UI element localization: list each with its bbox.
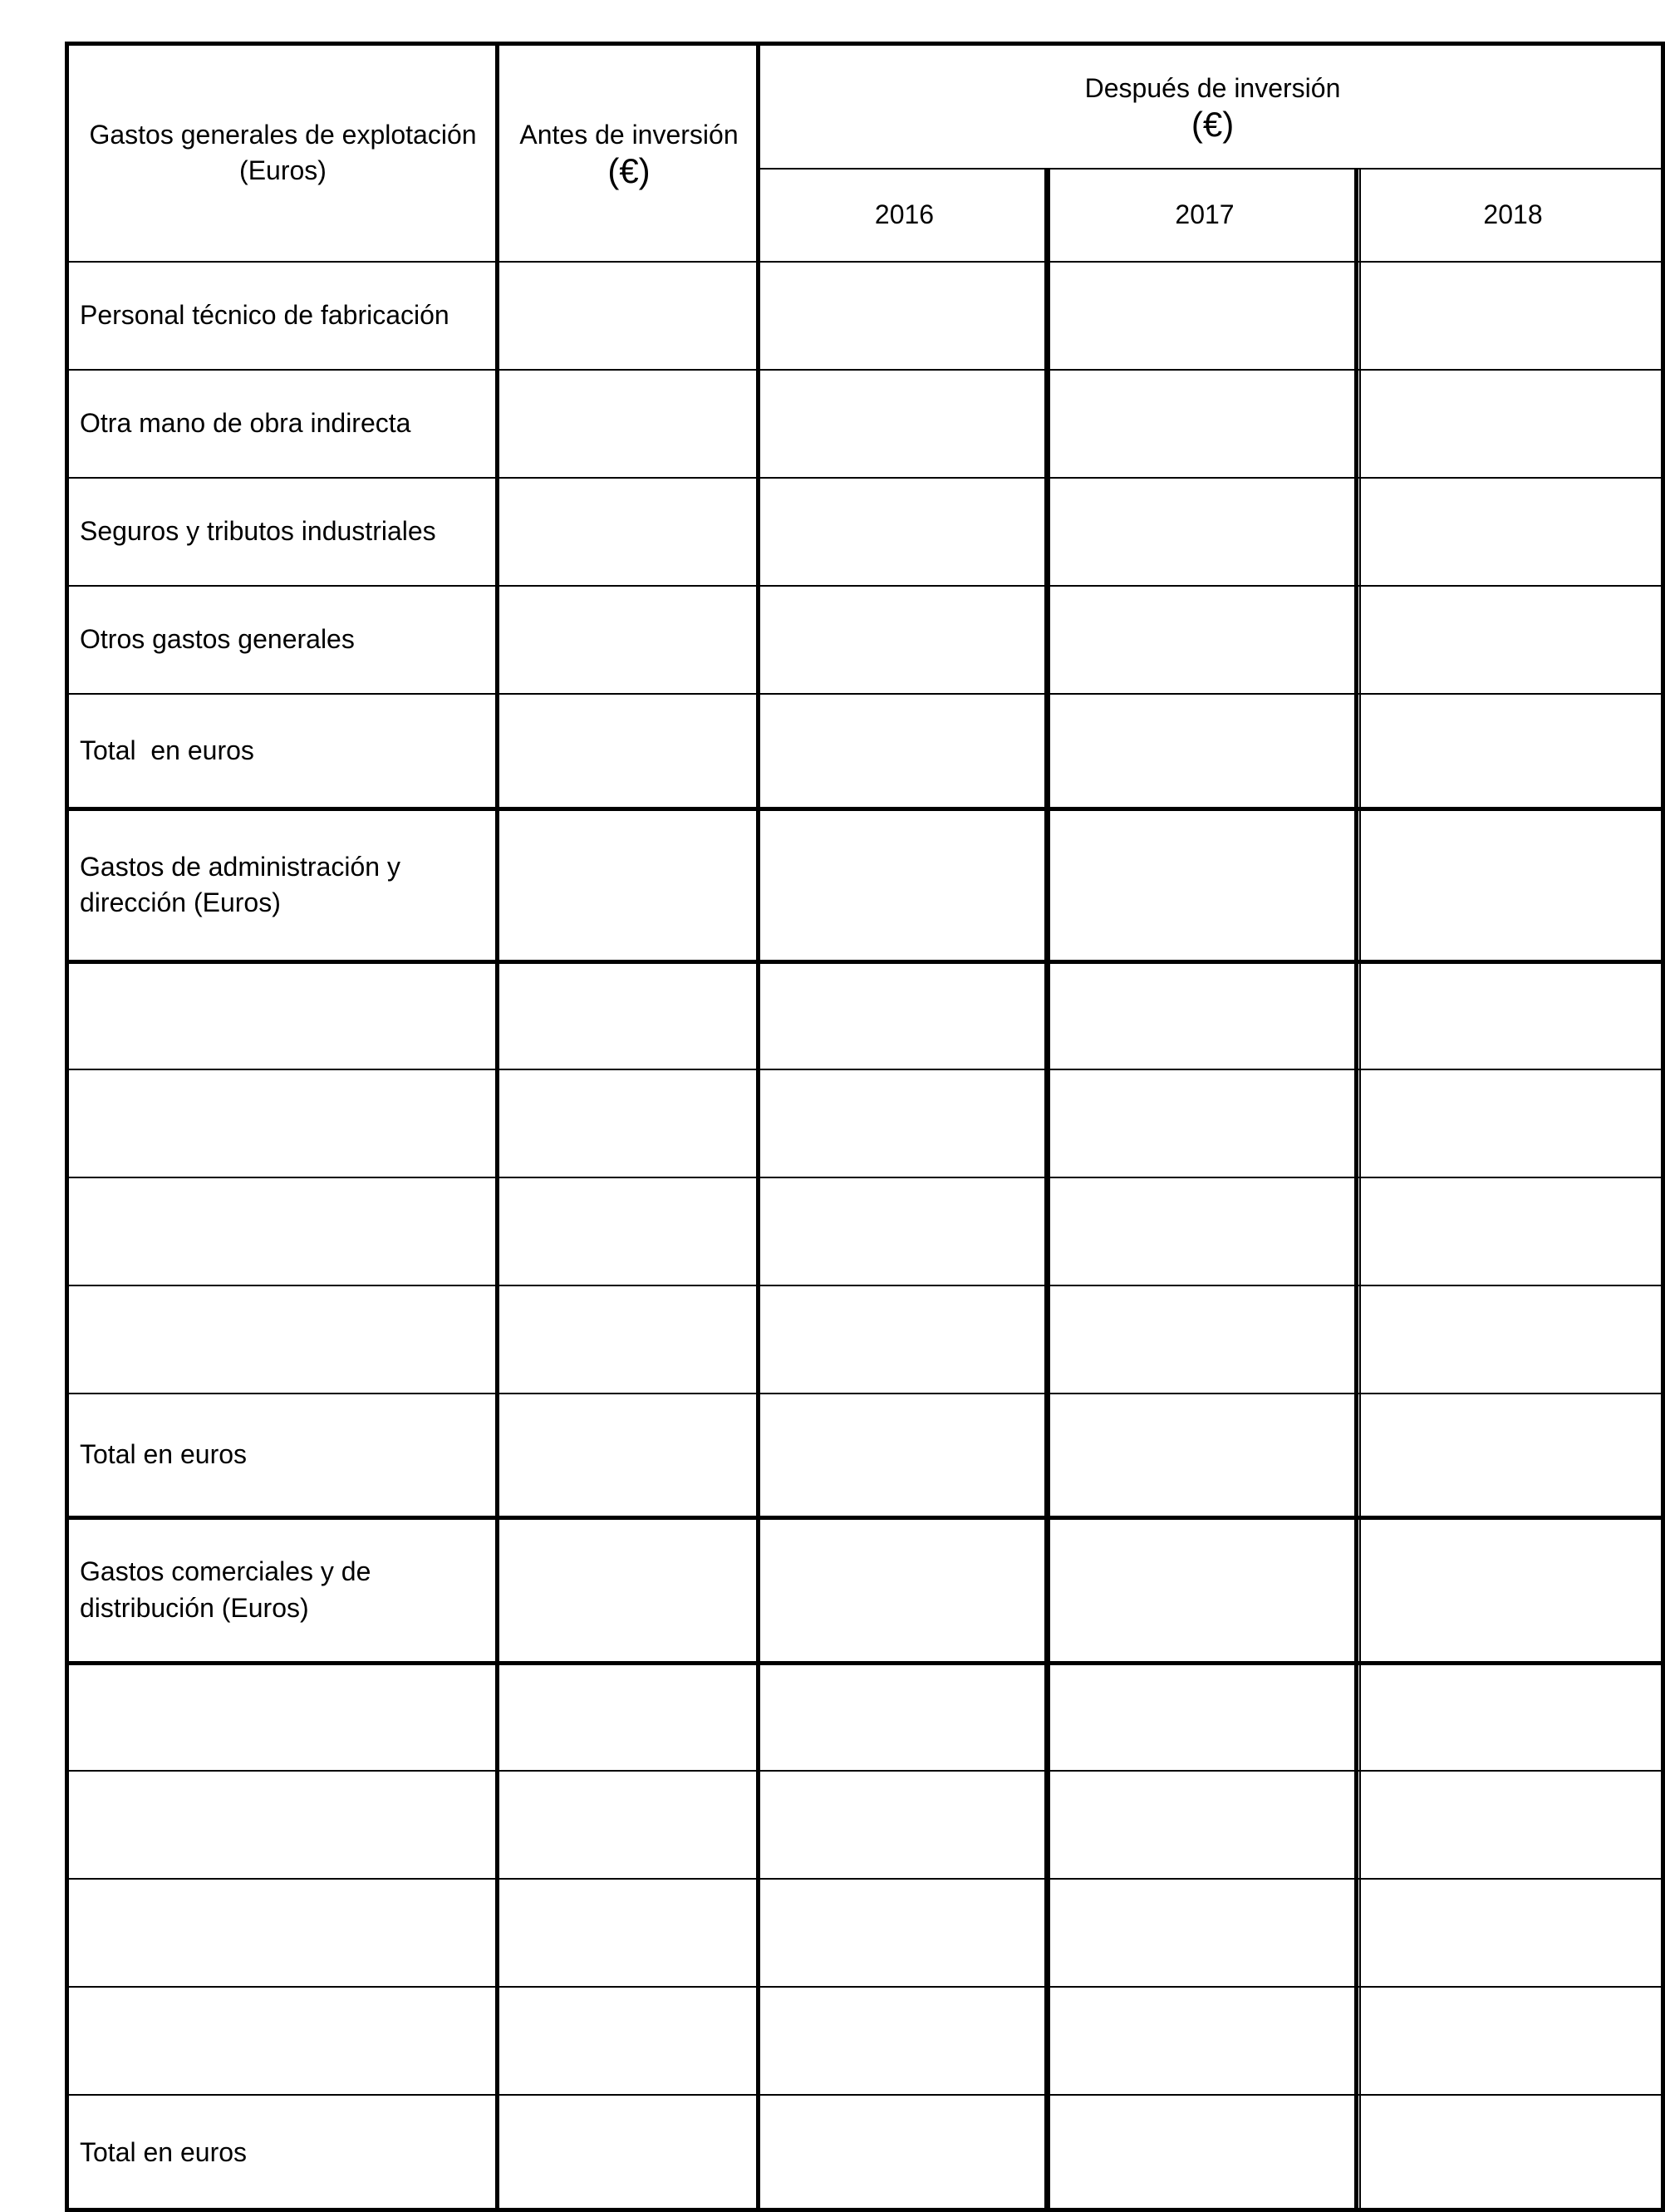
row-label-empty[interactable] bbox=[67, 1663, 499, 1771]
cell-2018[interactable] bbox=[1360, 478, 1665, 586]
section-header-row bbox=[67, 809, 1665, 961]
table-row bbox=[67, 1879, 1665, 1987]
header-year-2018: 2018 bbox=[1360, 169, 1665, 262]
section3-title bbox=[67, 1517, 499, 1663]
row-label-empty[interactable] bbox=[67, 1285, 499, 1394]
cell-2017[interactable] bbox=[1049, 1394, 1360, 1517]
row-label-empty[interactable] bbox=[67, 1987, 499, 2095]
cell-2017[interactable] bbox=[1049, 370, 1360, 478]
header-after-investment bbox=[759, 44, 1665, 169]
section2-title bbox=[67, 809, 499, 961]
cell-2016[interactable] bbox=[759, 478, 1049, 586]
cell-2016[interactable] bbox=[759, 586, 1049, 694]
cell-before[interactable] bbox=[499, 1517, 759, 1663]
cell-2016[interactable] bbox=[759, 262, 1049, 370]
cell-before[interactable] bbox=[499, 1177, 759, 1285]
cell-2017[interactable] bbox=[1049, 809, 1360, 961]
cell-2018[interactable] bbox=[1360, 1394, 1665, 1517]
cell-2017[interactable] bbox=[1049, 2095, 1360, 2211]
table-row bbox=[67, 1285, 1665, 1394]
row-label-empty[interactable] bbox=[67, 961, 499, 1069]
header-before-currency: (€) bbox=[607, 150, 651, 190]
cell-before[interactable] bbox=[499, 809, 759, 961]
table-row bbox=[67, 262, 1665, 370]
cell-2016[interactable] bbox=[759, 1987, 1049, 2095]
cell-2018[interactable] bbox=[1360, 262, 1665, 370]
cell-before[interactable] bbox=[499, 1285, 759, 1394]
cell-2017[interactable] bbox=[1049, 1771, 1360, 1879]
cell-2017[interactable] bbox=[1049, 1177, 1360, 1285]
header-year-2017: 2017 bbox=[1049, 169, 1360, 262]
cell-2017[interactable] bbox=[1049, 1285, 1360, 1394]
cell-2017[interactable] bbox=[1049, 1879, 1360, 1987]
cell-2018[interactable] bbox=[1360, 961, 1665, 1069]
section1-total-label: Total en euros bbox=[67, 694, 499, 809]
cell-before[interactable] bbox=[499, 2095, 759, 2211]
section2-total-label: Total en euros bbox=[67, 1394, 499, 1517]
cell-2016[interactable] bbox=[759, 809, 1049, 961]
cell-2018[interactable] bbox=[1360, 370, 1665, 478]
row-label-empty[interactable] bbox=[67, 1069, 499, 1177]
cell-2018[interactable] bbox=[1360, 1771, 1665, 1879]
cell-2016[interactable] bbox=[759, 1177, 1049, 1285]
cell-2018[interactable] bbox=[1360, 1987, 1665, 2095]
cell-before[interactable] bbox=[499, 694, 759, 809]
row-label-empty[interactable] bbox=[67, 1879, 499, 1987]
cell-2016[interactable] bbox=[759, 1069, 1049, 1177]
table-row bbox=[67, 586, 1665, 694]
expenses-table bbox=[66, 43, 1665, 2212]
total-row bbox=[67, 1394, 1665, 1517]
table-row bbox=[67, 1771, 1665, 1879]
row-label-otros-gastos: Otros gastos generales bbox=[67, 586, 499, 694]
section3-title-line2: distribución (Euros) bbox=[80, 1592, 309, 1623]
cell-2016[interactable] bbox=[759, 1879, 1049, 1987]
total-row bbox=[67, 694, 1665, 809]
cell-2018[interactable] bbox=[1360, 2095, 1665, 2211]
cell-2017[interactable] bbox=[1049, 586, 1360, 694]
row-label-empty[interactable] bbox=[67, 1771, 499, 1879]
cell-2018[interactable] bbox=[1360, 809, 1665, 961]
cell-2016[interactable] bbox=[759, 1517, 1049, 1663]
cell-2016[interactable] bbox=[759, 1663, 1049, 1771]
cell-2018[interactable] bbox=[1360, 1663, 1665, 1771]
cell-before[interactable] bbox=[499, 586, 759, 694]
cell-2016[interactable] bbox=[759, 1771, 1049, 1879]
cell-2018[interactable] bbox=[1360, 586, 1665, 694]
header-before-investment bbox=[499, 44, 759, 262]
cell-2017[interactable] bbox=[1049, 694, 1360, 809]
header-after-line1: Después de inversión bbox=[1084, 73, 1341, 104]
section3-title-line1: Gastos comerciales y de bbox=[80, 1556, 371, 1587]
table-row bbox=[67, 961, 1665, 1069]
cell-2017[interactable] bbox=[1049, 262, 1360, 370]
cell-2018[interactable] bbox=[1360, 1517, 1665, 1663]
cell-before[interactable] bbox=[499, 262, 759, 370]
cell-before[interactable] bbox=[499, 1879, 759, 1987]
cell-2016[interactable] bbox=[759, 1285, 1049, 1394]
cell-2018[interactable] bbox=[1360, 1285, 1665, 1394]
cell-before[interactable] bbox=[499, 1663, 759, 1771]
cell-2017[interactable] bbox=[1049, 1663, 1360, 1771]
section3-total-label: Total en euros bbox=[67, 2095, 499, 2211]
total-row bbox=[67, 2095, 1665, 2211]
header-before-line1: Antes de inversión bbox=[519, 120, 739, 150]
row-label-seguros-tributos: Seguros y tributos industriales bbox=[67, 478, 499, 586]
table-row bbox=[67, 1069, 1665, 1177]
cell-2018[interactable] bbox=[1360, 1069, 1665, 1177]
cell-2016[interactable] bbox=[759, 1394, 1049, 1517]
cell-2017[interactable] bbox=[1049, 1517, 1360, 1663]
cell-2016[interactable] bbox=[759, 961, 1049, 1069]
cell-2016[interactable] bbox=[759, 694, 1049, 809]
section2-title-line1: Gastos de administración y bbox=[80, 851, 400, 882]
row-label-personal-tecnico: Personal técnico de fabricación bbox=[67, 262, 499, 370]
header-after-currency: (€) bbox=[1191, 104, 1235, 144]
cell-before[interactable] bbox=[499, 1394, 759, 1517]
cell-2018[interactable] bbox=[1360, 1177, 1665, 1285]
cell-2017[interactable] bbox=[1049, 1987, 1360, 2095]
header-year-2016: 2016 bbox=[759, 169, 1049, 262]
table-row bbox=[67, 1663, 1665, 1771]
table-row bbox=[67, 1987, 1665, 2095]
cell-before[interactable] bbox=[499, 478, 759, 586]
cell-before[interactable] bbox=[499, 961, 759, 1069]
table-row bbox=[67, 478, 1665, 586]
cell-before[interactable] bbox=[499, 1987, 759, 2095]
header-expenses-label bbox=[67, 44, 499, 262]
cell-2017[interactable] bbox=[1049, 1069, 1360, 1177]
row-label-empty[interactable] bbox=[67, 1177, 499, 1285]
section2-title-line2: dirección (Euros) bbox=[80, 887, 281, 917]
cell-before[interactable] bbox=[499, 370, 759, 478]
cell-2016[interactable] bbox=[759, 370, 1049, 478]
table-row bbox=[67, 1177, 1665, 1285]
cell-2017[interactable] bbox=[1049, 961, 1360, 1069]
header-expenses-line2: (Euros) bbox=[239, 155, 327, 185]
row-label-otra-mano-obra: Otra mano de obra indirecta bbox=[67, 370, 499, 478]
cell-before[interactable] bbox=[499, 1069, 759, 1177]
header-expenses-line1: Gastos generales de explotación bbox=[89, 119, 477, 150]
cell-before[interactable] bbox=[499, 1771, 759, 1879]
cell-2017[interactable] bbox=[1049, 478, 1360, 586]
cell-2016[interactable] bbox=[759, 2095, 1049, 2211]
cell-2018[interactable] bbox=[1360, 694, 1665, 809]
section-header-row bbox=[67, 1517, 1665, 1663]
cell-2018[interactable] bbox=[1360, 1879, 1665, 1987]
table-row bbox=[67, 370, 1665, 478]
